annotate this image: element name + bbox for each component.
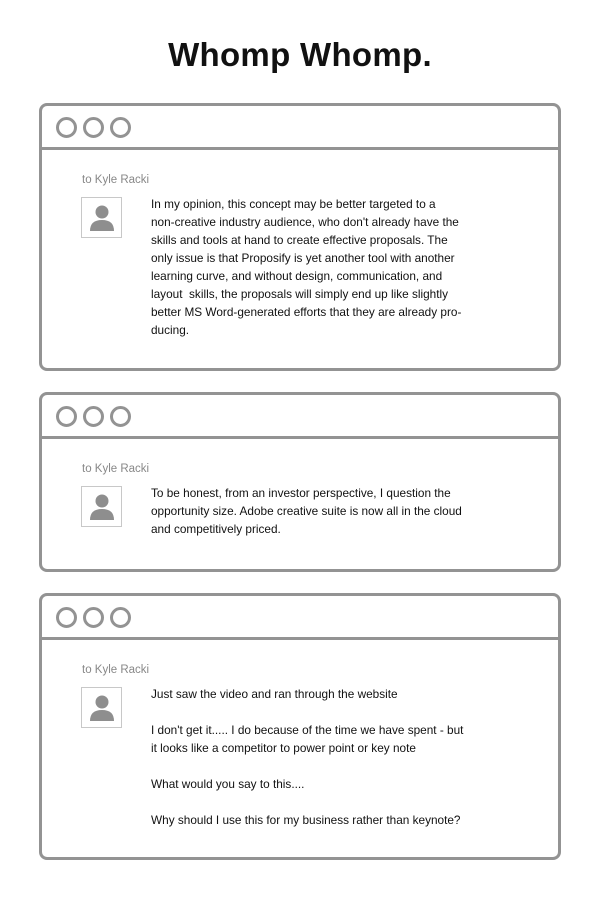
avatar	[81, 486, 122, 527]
message-line	[151, 703, 463, 721]
window-minimize-icon[interactable]	[83, 117, 104, 138]
email-window	[39, 392, 561, 572]
user-icon	[82, 487, 121, 526]
message-line: ducing.	[151, 323, 190, 337]
user-icon	[82, 688, 121, 727]
window-maximize-icon[interactable]	[110, 406, 131, 427]
window-close-icon[interactable]	[56, 406, 77, 427]
email-message	[151, 685, 463, 829]
avatar	[81, 197, 122, 238]
message-line: opportunity size. Adobe creative suite is now all in the cloud	[151, 504, 462, 518]
message-line: it looks like a competitor to power point or key note	[151, 741, 416, 755]
recipient-label: to Kyle Racki	[82, 174, 150, 186]
message-line: In my opinion, this concept may be better targeted to a	[151, 197, 436, 211]
message-line: I don't get it..... I do because of the time we have spent - but	[151, 723, 464, 737]
email-window	[39, 103, 561, 371]
avatar	[81, 687, 122, 728]
user-icon	[82, 198, 121, 237]
message-line: skills and tools at hand to create effective proposals. The	[151, 233, 448, 247]
message-line: non-creative industry audience, who don't already have the	[151, 215, 459, 229]
message-line: layout skills, the proposals will simply end up like slightly	[151, 287, 449, 301]
message-line: learning curve, and without design, communication, and	[151, 269, 443, 283]
page-title: Whomp Whomp.	[168, 36, 432, 73]
window-minimize-icon[interactable]	[83, 607, 104, 628]
window-minimize-icon[interactable]	[83, 406, 104, 427]
message-line: Just saw the video and ran through the website	[151, 687, 398, 701]
window-title-bar	[42, 596, 558, 640]
message-line: better MS Word-generated efforts that they are already pro-	[151, 305, 462, 319]
email-message	[151, 195, 461, 339]
message-line: Why should I use this for my business rather than keynote?	[151, 813, 461, 827]
message-line	[151, 757, 463, 775]
window-title-bar	[42, 395, 558, 439]
email-window	[39, 593, 561, 860]
window-close-icon[interactable]	[56, 117, 77, 138]
window-close-icon[interactable]	[56, 607, 77, 628]
window-maximize-icon[interactable]	[110, 117, 131, 138]
message-line: What would you say to this....	[151, 777, 305, 791]
recipient-label: to Kyle Racki	[82, 664, 150, 676]
message-line: only issue is that Proposify is yet another tool with another	[151, 251, 455, 265]
window-maximize-icon[interactable]	[110, 607, 131, 628]
message-line: and competitively priced.	[151, 522, 281, 536]
recipient-label: to Kyle Racki	[82, 463, 150, 475]
message-line: To be honest, from an investor perspective, I question the	[151, 486, 451, 500]
email-message	[151, 484, 462, 538]
window-title-bar	[42, 106, 558, 150]
message-line	[151, 793, 463, 811]
